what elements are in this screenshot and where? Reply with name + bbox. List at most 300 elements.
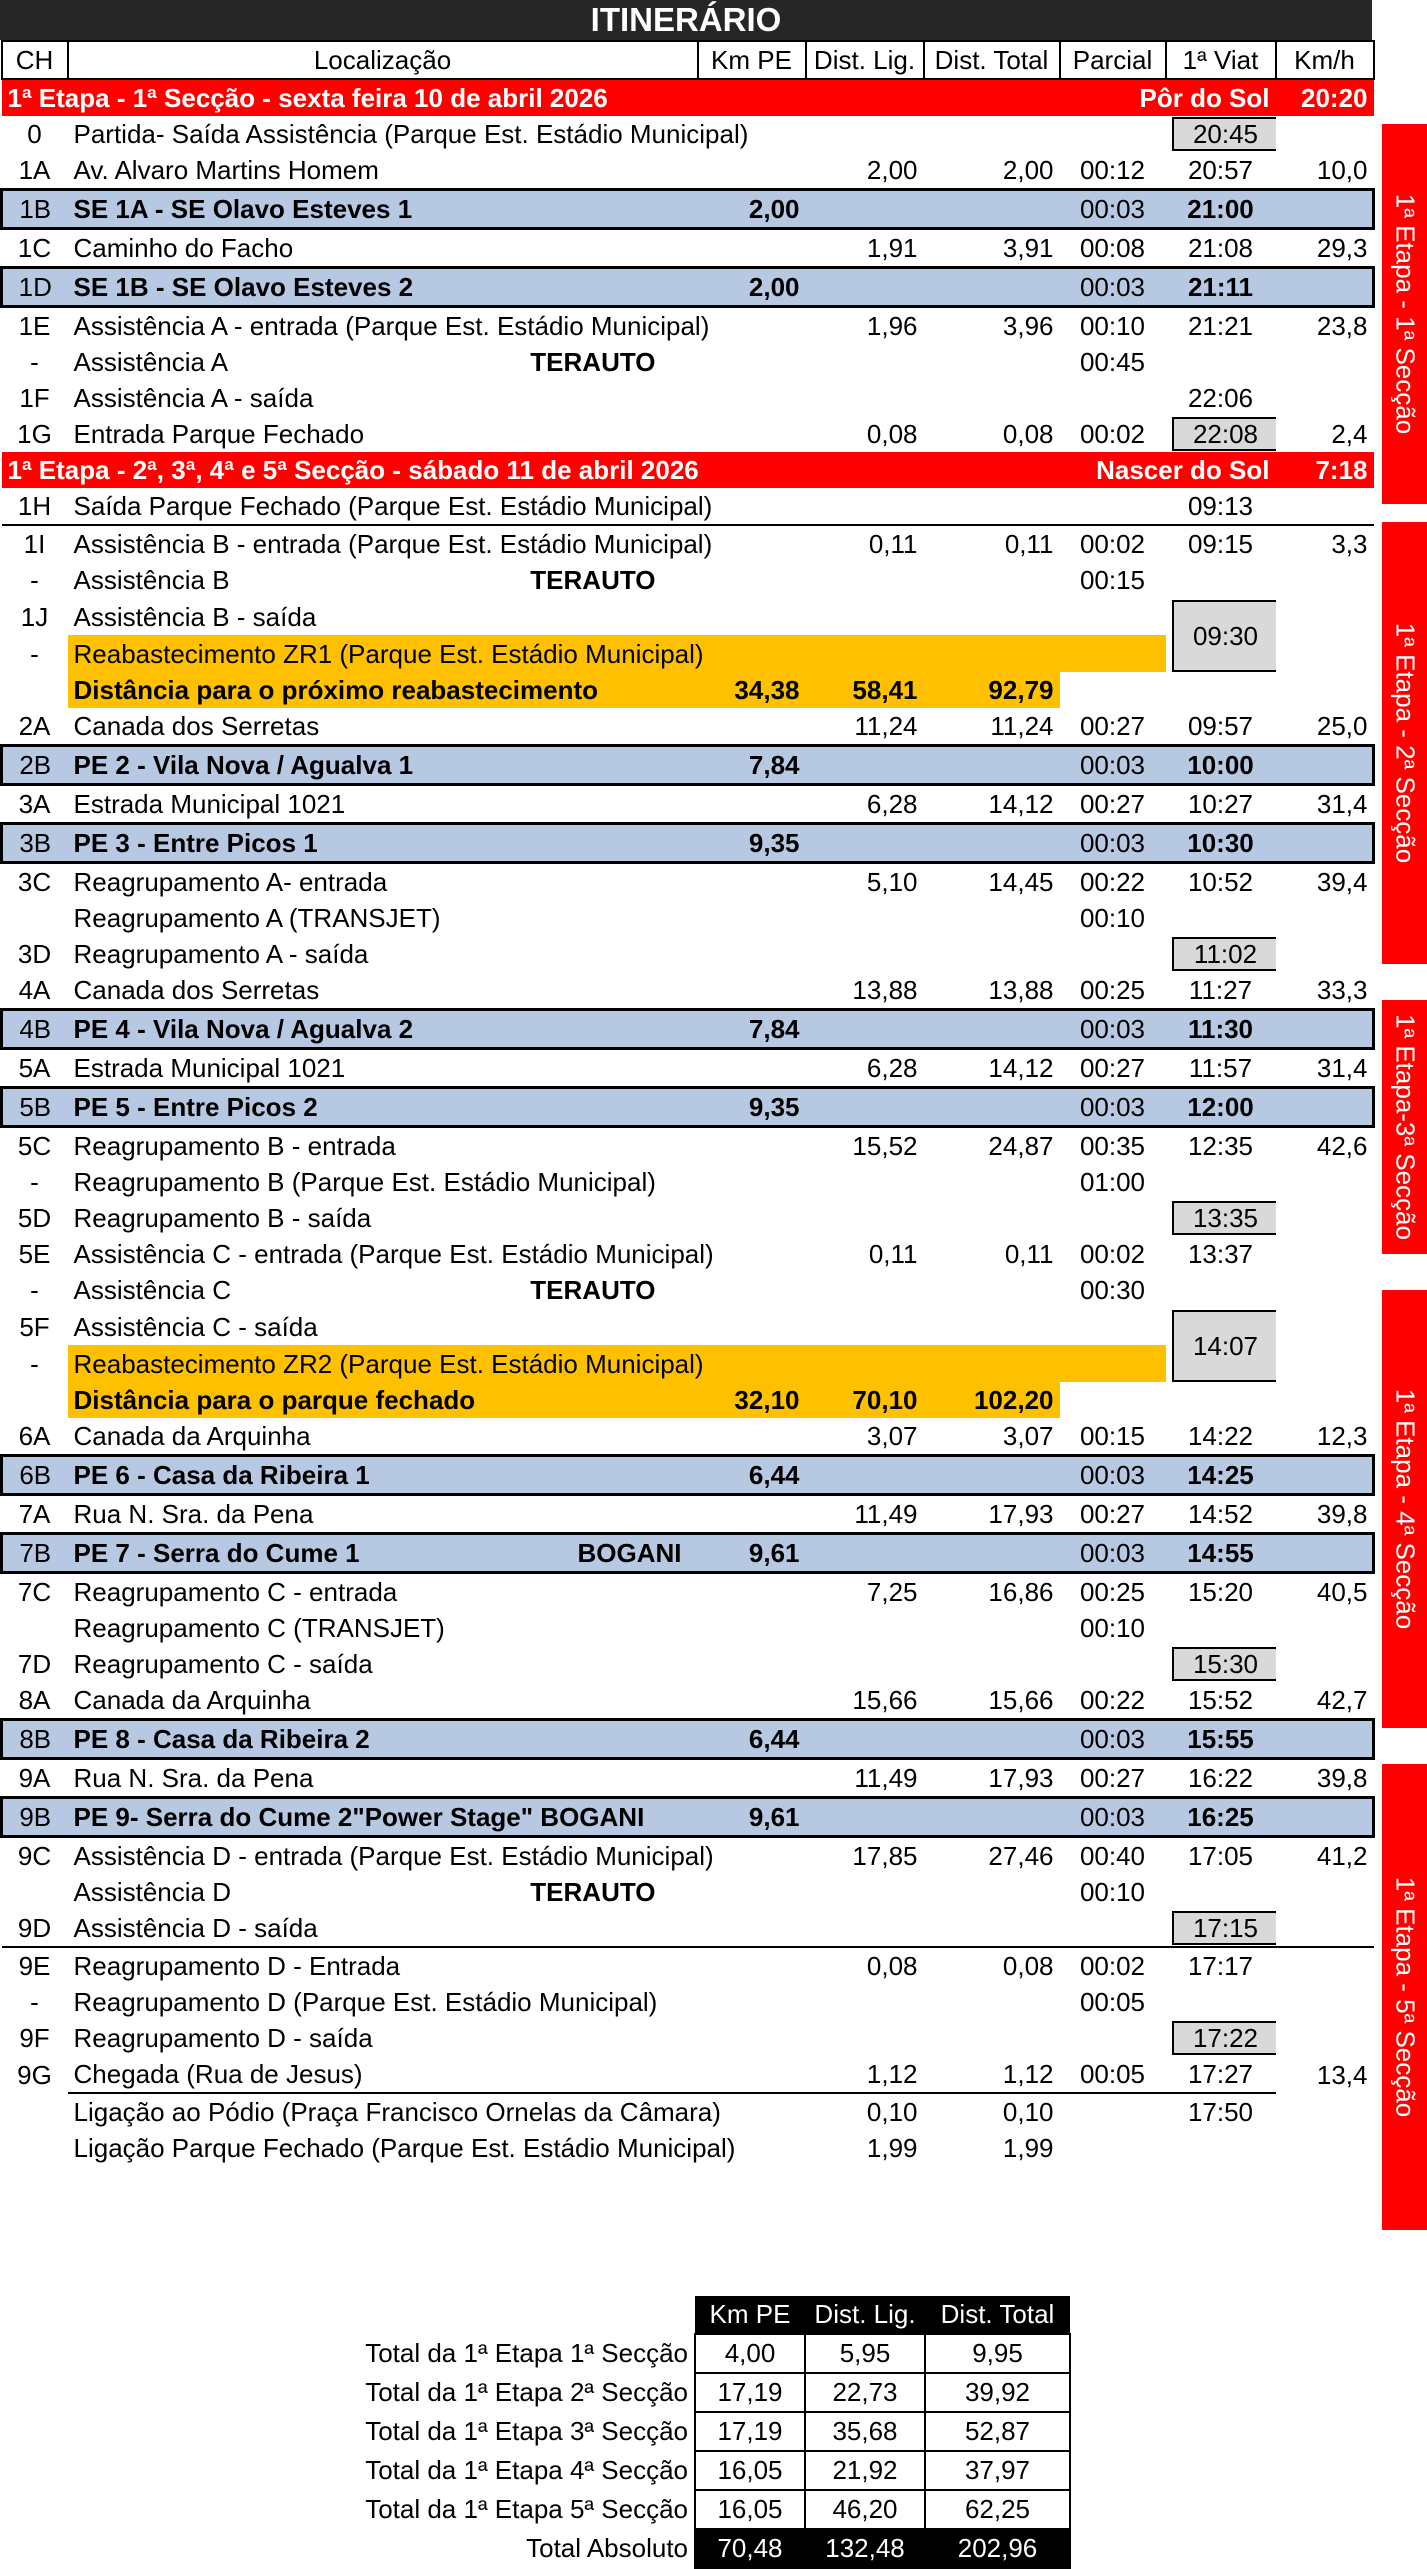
parcial-cell: 00:15 xyxy=(1079,1421,1146,1451)
totals-km-pe: 17,19 xyxy=(695,2412,805,2451)
stage-row xyxy=(2,1088,1374,1127)
dist-lig-cell: 13,88 xyxy=(852,975,918,1005)
kmh-cell: 39,8 xyxy=(1316,1499,1368,1529)
viat-cell: 09:15 xyxy=(1166,525,1276,562)
stage-row xyxy=(2,190,1374,229)
totals-dist-lig: 35,68 xyxy=(805,2412,925,2451)
refuel-distance-row xyxy=(2,672,1374,708)
km-pe-cell: 2,00 xyxy=(698,268,806,307)
location-cell: PE 6 - Casa da Ribeira 1 xyxy=(68,1456,698,1495)
viat-cell: 16:22 xyxy=(1187,1763,1254,1793)
sun-time: 7:18 xyxy=(1276,452,1374,488)
dist-lig-cell: 17,85 xyxy=(852,1841,918,1871)
totals-absolute-row xyxy=(0,2529,1070,2568)
parcial-cell: 00:08 xyxy=(1079,233,1146,263)
dist-lig-cell: 0,08 xyxy=(866,419,918,449)
table-row xyxy=(2,785,1374,824)
table-row xyxy=(2,1874,1374,1910)
ch-cell: 0 xyxy=(27,119,42,149)
ch-cell: 1I xyxy=(2,525,68,562)
table-row xyxy=(2,1573,1374,1611)
parcial-cell: 00:05 xyxy=(1079,2059,1146,2089)
ch-cell: 1H xyxy=(17,491,52,521)
viat-cell: 17:17 xyxy=(1166,1947,1276,1984)
location-cell: Rua N. Sra. da Pena xyxy=(73,1499,314,1529)
location-cell: Canada dos Serretas xyxy=(73,711,320,741)
dist-lig-cell: 0,11 xyxy=(868,1239,918,1269)
location-cell: Canada dos Serretas xyxy=(73,975,320,1005)
ch-cell: 1E xyxy=(18,311,51,341)
dist-total-cell: 17,93 xyxy=(988,1763,1054,1793)
totals-label: Total da 1ª Etapa 2ª Secção xyxy=(365,2377,688,2407)
ch-cell: 3C xyxy=(17,867,52,897)
totals-dist-total: 62,25 xyxy=(925,2490,1070,2529)
parcial-cell: 00:02 xyxy=(1079,419,1146,449)
sun-label: Pôr do Sol xyxy=(1060,79,1276,116)
viat-cell: 21:08 xyxy=(1187,233,1254,263)
parcial-cell: 00:10 xyxy=(1079,1877,1146,1907)
ch-cell xyxy=(2,1610,68,1646)
dist-lig-cell: 0,08 xyxy=(806,1947,924,1984)
totals-header-dist-lig: Dist. Lig. xyxy=(805,2296,925,2334)
location-cell: Caminho do Facho xyxy=(73,233,294,263)
parcial-cell: 00:22 xyxy=(1079,1685,1146,1715)
location-cell xyxy=(68,562,698,598)
header-parcial: Parcial xyxy=(1060,41,1166,79)
totals-dist-lig: 5,95 xyxy=(805,2334,925,2373)
dist-lig-cell: 2,00 xyxy=(866,155,918,185)
ch-cell: 7A xyxy=(18,1499,51,1529)
dist-total-cell: 24,87 xyxy=(988,1131,1054,1161)
viat-cell: 17:05 xyxy=(1187,1841,1254,1871)
ch-cell: 5F xyxy=(19,1311,50,1342)
dist-lig-cell: 1,96 xyxy=(866,311,918,341)
refuel-distance-row xyxy=(2,1382,1374,1418)
location-cell: Av. Alvaro Martins Homem xyxy=(73,155,379,185)
table-row xyxy=(2,307,1374,345)
location-text: Assistência B xyxy=(73,565,230,595)
dist-lig-cell: 11,49 xyxy=(854,1499,918,1529)
sponsor-label: BOGANI xyxy=(577,1538,682,1568)
dist-total-cell: 0,11 xyxy=(1004,1239,1054,1269)
parcial-cell: 00:10 xyxy=(1079,311,1146,341)
kmh-cell: 10,0 xyxy=(1316,155,1368,185)
location-cell: Reagrupamento C - entrada xyxy=(73,1577,398,1607)
stage-row xyxy=(2,268,1374,307)
kmh-cell: 42,6 xyxy=(1316,1131,1368,1161)
km-pe-cell: 6,44 xyxy=(698,1456,806,1495)
location-cell: Estrada Municipal 1021 xyxy=(73,1053,346,1083)
parcial-cell: 00:10 xyxy=(1079,903,1146,933)
totals-row xyxy=(0,2373,1070,2412)
parcial-cell: 00:03 xyxy=(1060,1456,1166,1495)
parcial-cell: 00:03 xyxy=(1060,746,1166,785)
dist-lig-cell: 15,52 xyxy=(852,1131,918,1161)
table-row xyxy=(2,1164,1374,1200)
km-pe-cell: 32,10 xyxy=(698,1382,806,1418)
location-cell: Ligação Parque Fechado (Parque Est. Estádio Municipal) xyxy=(73,2133,736,2163)
ch-cell: 7D xyxy=(17,1649,52,1679)
totals-dist-lig: 132,48 xyxy=(805,2529,925,2568)
table-row xyxy=(2,1910,1374,1947)
table-row xyxy=(2,2056,1374,2093)
viat-cell: 15:55 xyxy=(1166,1720,1276,1759)
location-cell: Assistência A - entrada (Parque Est. Estádio Municipal) xyxy=(73,311,710,341)
totals-km-pe: 17,19 xyxy=(695,2373,805,2412)
parcial-cell: 00:03 xyxy=(1060,1534,1166,1573)
location-cell: Reagrupamento C - saída xyxy=(73,1649,373,1679)
section-label: 1ª Etapa - 2ª, 3ª, 4ª e 5ª Secção - sábado 11 de abril 2026 xyxy=(2,452,1060,488)
location-cell: Reagrupamento C (TRANSJET) xyxy=(73,1613,445,1643)
totals-km-pe: 70,48 xyxy=(695,2529,805,2568)
distance-label: Distância para o parque fechado xyxy=(68,1382,698,1418)
location-cell: Assistência B - saída xyxy=(73,601,317,632)
table-row xyxy=(2,863,1374,901)
viat-cell: 10:27 xyxy=(1187,789,1254,819)
location-cell xyxy=(68,1272,698,1308)
time-box: 13:35 xyxy=(1172,1201,1276,1235)
location-cell: Assistência D - saída xyxy=(73,1913,318,1943)
viat-cell: 10:52 xyxy=(1187,867,1254,897)
ch-cell: - xyxy=(30,1275,39,1305)
ch-cell: - xyxy=(30,1348,39,1379)
totals-label: Total da 1ª Etapa 1ª Secção xyxy=(365,2338,688,2368)
location-cell: Assistência C - saída xyxy=(73,1311,318,1342)
totals-dist-total: 37,97 xyxy=(925,2451,1070,2490)
kmh-cell: 13,4 xyxy=(1316,2059,1368,2090)
totals-row xyxy=(0,2451,1070,2490)
km-pe-cell: 9,61 xyxy=(698,1798,806,1837)
totals-header-km-pe: Km PE xyxy=(695,2296,805,2334)
dist-total-cell: 0,10 xyxy=(924,2093,1060,2130)
stage-row xyxy=(2,824,1374,863)
parcial-cell: 01:00 xyxy=(1079,1167,1146,1197)
location-cell: Reagrupamento D (Parque Est. Estádio Municipal) xyxy=(73,1987,658,2017)
table-row xyxy=(2,1837,1374,1875)
viat-cell: 22:06 xyxy=(1187,383,1254,413)
km-pe-cell: 7,84 xyxy=(698,1010,806,1049)
km-pe-cell: 7,84 xyxy=(698,746,806,785)
ch-cell: 1F xyxy=(19,383,50,413)
dist-total-cell: 92,79 xyxy=(924,672,1060,708)
table-row xyxy=(2,936,1374,972)
kmh-cell: 41,2 xyxy=(1316,1841,1368,1871)
dist-total-cell: 11,24 xyxy=(990,711,1054,741)
ch-cell: 3D xyxy=(17,939,52,969)
viat-cell: 21:11 xyxy=(1166,268,1276,307)
kmh-cell: 31,4 xyxy=(1316,789,1368,819)
dist-lig-cell: 6,28 xyxy=(866,1053,918,1083)
kmh-cell: 23,8 xyxy=(1316,311,1368,341)
viat-cell: 14:25 xyxy=(1166,1456,1276,1495)
kmh-cell: 29,3 xyxy=(1316,233,1368,263)
ch-cell: 1G xyxy=(17,419,52,449)
totals-dist-total: 9,95 xyxy=(925,2334,1070,2373)
location-cell: Assistência C - entrada (Parque Est. Estádio Municipal) xyxy=(73,1239,714,1269)
ch-cell: 7C xyxy=(17,1577,52,1607)
totals-dist-total: 39,92 xyxy=(925,2373,1070,2412)
viat-cell: 13:37 xyxy=(1187,1239,1254,1269)
kmh-cell: 42,7 xyxy=(1316,1685,1368,1715)
ch-cell: 1C xyxy=(17,233,52,263)
parcial-cell: 00:27 xyxy=(1079,1053,1146,1083)
section-header-row xyxy=(2,452,1374,488)
dist-total-cell: 3,91 xyxy=(1002,233,1054,263)
ch-cell: 9A xyxy=(18,1763,51,1793)
table-row xyxy=(2,972,1374,1010)
distance-label: Distância para o próximo reabastecimento xyxy=(68,672,698,708)
ch-cell: - xyxy=(30,1987,39,2017)
location-cell: Partida- Saída Assistência (Parque Est. Estádio Municipal) xyxy=(73,119,749,149)
parcial-cell: 00:02 xyxy=(1060,1947,1166,1984)
ch-cell: - xyxy=(30,347,39,377)
viat-cell: 12:35 xyxy=(1187,1131,1254,1161)
side-label-section-1: 1ª Etapa - 1ª Secção xyxy=(1382,124,1427,504)
ch-cell: 7B xyxy=(2,1534,68,1573)
parcial-cell: 00:27 xyxy=(1079,1763,1146,1793)
table-row xyxy=(2,116,1374,152)
kmh-cell: 25,0 xyxy=(1316,711,1368,741)
time-box: 20:45 xyxy=(1172,117,1276,151)
side-label-section-5: 1ª Etapa - 5ª Secção xyxy=(1382,1764,1427,2230)
location-cell: Reagrupamento B (Parque Est. Estádio Municipal) xyxy=(73,1167,656,1197)
parcial-cell: 00:03 xyxy=(1060,1798,1166,1837)
table-row xyxy=(2,380,1374,416)
location-cell: PE 9- Serra do Cume 2"Power Stage" BOGANI xyxy=(68,1798,698,1837)
time-box: 09:30 xyxy=(1172,600,1276,672)
location-cell: PE 3 - Entre Picos 1 xyxy=(68,824,698,863)
location-cell: Estrada Municipal 1021 xyxy=(73,789,346,819)
viat-cell: 11:57 xyxy=(1188,1053,1253,1083)
ch-cell xyxy=(2,1874,68,1910)
parcial-cell: 00:02 xyxy=(1079,1239,1146,1269)
dist-total-cell: 15,66 xyxy=(988,1685,1054,1715)
dist-total-cell: 14,12 xyxy=(988,1053,1054,1083)
location-text: Assistência D xyxy=(73,1877,231,1907)
totals-dist-lig: 22,73 xyxy=(805,2373,925,2412)
dist-total-cell: 1,12 xyxy=(1002,2059,1054,2089)
dist-total-cell: 3,07 xyxy=(1002,1421,1054,1451)
location-cell: PE 5 - Entre Picos 2 xyxy=(68,1088,698,1127)
table-row xyxy=(2,1127,1374,1165)
dist-lig-cell: 1,91 xyxy=(866,233,918,263)
location-cell xyxy=(68,1874,698,1910)
page-title: ITINERÁRIO xyxy=(0,0,1372,40)
totals-row xyxy=(0,2490,1070,2529)
location-cell: Chegada (Rua de Jesus) xyxy=(73,2059,363,2089)
side-label-section-4: 1ª Etapa - 4ª Secção xyxy=(1382,1290,1427,1728)
km-pe-cell: 6,44 xyxy=(698,1720,806,1759)
kmh-cell: 39,8 xyxy=(1316,1763,1368,1793)
totals-km-pe: 16,05 xyxy=(695,2490,805,2529)
sun-time: 20:20 xyxy=(1276,79,1374,116)
table-row xyxy=(2,1272,1374,1308)
table-row xyxy=(2,525,1374,562)
parcial-cell: 00:10 xyxy=(1079,1613,1146,1643)
totals-dist-lig: 46,20 xyxy=(805,2490,925,2529)
table-row xyxy=(2,1610,1374,1646)
ch-cell: 3B xyxy=(2,824,68,863)
ch-cell: 4A xyxy=(18,975,51,1005)
parcial-cell: 00:35 xyxy=(1079,1131,1146,1161)
location-cell xyxy=(68,344,698,380)
ch-cell: 8B xyxy=(2,1720,68,1759)
header-1a-viat: 1ª Viat xyxy=(1166,41,1276,79)
parcial-cell: 00:27 xyxy=(1079,1499,1146,1529)
dist-total-cell: 102,20 xyxy=(924,1382,1060,1418)
parcial-cell: 00:27 xyxy=(1079,789,1146,819)
location-cell: Reagrupamento A- entrada xyxy=(73,867,388,897)
ch-cell: 1D xyxy=(2,268,68,307)
location-cell: Reagrupamento B - entrada xyxy=(73,1131,396,1161)
location-cell: Assistência D - entrada (Parque Est. Estádio Municipal) xyxy=(73,1841,714,1871)
viat-cell: 10:30 xyxy=(1166,824,1276,863)
side-label-section-2: 1ª Etapa - 2ª Secção xyxy=(1382,522,1427,964)
parcial-cell: 00:25 xyxy=(1079,975,1146,1005)
km-pe-cell: 9,35 xyxy=(698,1088,806,1127)
stage-row xyxy=(2,1534,1374,1573)
parcial-cell: 00:30 xyxy=(1079,1275,1146,1305)
ch-cell: 8A xyxy=(18,1685,51,1715)
viat-cell: 12:00 xyxy=(1166,1088,1276,1127)
time-box: 14:07 xyxy=(1172,1310,1276,1382)
table-row xyxy=(2,1200,1374,1236)
section-header-row xyxy=(2,79,1374,116)
table-row xyxy=(2,708,1374,746)
ch-cell: 3A xyxy=(18,789,51,819)
header-ch: CH xyxy=(2,41,68,79)
dist-lig-cell: 11,24 xyxy=(854,711,918,741)
ch-cell: 5C xyxy=(17,1131,52,1161)
table-row xyxy=(2,900,1374,936)
parcial-cell: 00:03 xyxy=(1060,268,1166,307)
viat-cell: 15:20 xyxy=(1187,1577,1254,1607)
side-label-section-3: 1ª Etapa-3ª Secção xyxy=(1382,1000,1427,1254)
table-row xyxy=(2,1049,1374,1088)
header-kmh: Km/h xyxy=(1276,41,1374,79)
table-row xyxy=(2,344,1374,380)
viat-cell: 14:52 xyxy=(1187,1499,1254,1529)
table-row xyxy=(2,1495,1374,1534)
ch-cell xyxy=(2,900,68,936)
time-box: 15:30 xyxy=(1172,1647,1276,1681)
dist-lig-cell: 7,25 xyxy=(866,1577,918,1607)
stage-row xyxy=(2,1010,1374,1049)
stage-row xyxy=(2,1456,1374,1495)
totals-label: Total Absoluto xyxy=(526,2533,688,2563)
table-row xyxy=(2,152,1374,190)
viat-cell: 14:22 xyxy=(1187,1421,1254,1451)
viat-cell: 21:00 xyxy=(1166,190,1276,229)
viat-cell: 09:57 xyxy=(1187,711,1254,741)
refuel-label: Reabastecimento ZR1 (Parque Est. Estádio Municipal) xyxy=(68,635,1166,672)
ch-cell: 6B xyxy=(2,1456,68,1495)
refuel-label: Reabastecimento ZR2 (Parque Est. Estádio Municipal) xyxy=(68,1345,1166,1382)
dist-total-cell: 14,45 xyxy=(988,867,1054,897)
table-row xyxy=(2,1759,1374,1798)
location-cell: PE 4 - Vila Nova / Agualva 2 xyxy=(68,1010,698,1049)
kmh-cell: 12,3 xyxy=(1316,1421,1368,1451)
dist-total-cell: 17,93 xyxy=(988,1499,1054,1529)
ch-cell: 9D xyxy=(17,1913,52,1943)
ch-cell: 6A xyxy=(18,1421,51,1451)
table-row xyxy=(2,2093,1374,2130)
time-box: 17:15 xyxy=(1172,1911,1276,1945)
totals-label: Total da 1ª Etapa 5ª Secção xyxy=(365,2494,688,2524)
location-cell: Assistência B - entrada (Parque Est. Estádio Municipal) xyxy=(68,525,806,562)
totals-row xyxy=(0,2412,1070,2451)
location-text: PE 7 - Serra do Cume 1 xyxy=(73,1538,360,1568)
table-row xyxy=(2,1984,1374,2020)
dist-total-cell: 1,99 xyxy=(1002,2133,1054,2163)
dist-total-cell: 0,11 xyxy=(924,525,1060,562)
totals-dist-lig: 21,92 xyxy=(805,2451,925,2490)
viat-cell: 17:50 xyxy=(1166,2093,1276,2130)
dist-lig-cell: 5,10 xyxy=(866,867,918,897)
dist-lig-cell: 0,10 xyxy=(806,2093,924,2130)
ch-cell: 9E xyxy=(2,1947,68,1984)
sun-label: Nascer do Sol xyxy=(1060,452,1276,488)
ch-cell: 9F xyxy=(19,2023,50,2053)
viat-cell: 21:21 xyxy=(1187,311,1254,341)
kmh-cell: 40,5 xyxy=(1316,1577,1368,1607)
ch-cell: 5A xyxy=(18,1053,51,1083)
totals-km-pe: 16,05 xyxy=(695,2451,805,2490)
location-cell: Saída Parque Fechado (Parque Est. Estádio Municipal) xyxy=(73,491,713,521)
km-pe-cell: 34,38 xyxy=(698,672,806,708)
parcial-cell: 00:45 xyxy=(1079,347,1146,377)
section-label: 1ª Etapa - 1ª Secção - sexta feira 10 de abril 2026 xyxy=(2,79,1060,116)
parcial-cell: 00:03 xyxy=(1060,824,1166,863)
table-row xyxy=(2,1418,1374,1456)
sponsor-label: TERAUTO xyxy=(530,347,656,377)
table-row xyxy=(2,598,1374,635)
viat-cell: 17:27 xyxy=(1187,2059,1254,2089)
totals-label: Total da 1ª Etapa 4ª Secção xyxy=(365,2455,688,2485)
time-box: 11:02 xyxy=(1172,937,1276,971)
dist-lig-cell: 58,41 xyxy=(806,672,924,708)
parcial-cell: 00:03 xyxy=(1060,1720,1166,1759)
totals-header-row xyxy=(0,2296,1070,2334)
km-pe-cell: 2,00 xyxy=(698,190,806,229)
viat-cell: 11:27 xyxy=(1188,975,1253,1005)
location-cell: Canada da Arquinha xyxy=(73,1421,311,1451)
dist-total-cell: 2,00 xyxy=(1002,155,1054,185)
viat-cell: 11:30 xyxy=(1166,1010,1276,1049)
dist-lig-cell: 1,12 xyxy=(866,2059,918,2089)
dist-lig-cell: 3,07 xyxy=(866,1421,918,1451)
ch-cell: 5B xyxy=(2,1088,68,1127)
viat-cell: 09:13 xyxy=(1187,491,1254,521)
parcial-cell: 00:25 xyxy=(1079,1577,1146,1607)
totals-row xyxy=(0,2334,1070,2373)
location-cell: Canada da Arquinha xyxy=(73,1685,311,1715)
ch-cell: - xyxy=(30,1167,39,1197)
location-cell: Reagrupamento D - Entrada xyxy=(68,1947,698,1984)
viat-cell: 14:55 xyxy=(1166,1534,1276,1573)
header-localizacao: Localização xyxy=(68,41,698,79)
location-cell: SE 1A - SE Olavo Esteves 1 xyxy=(68,190,698,229)
header-dist-total: Dist. Total xyxy=(924,41,1060,79)
header-km-pe: Km PE xyxy=(698,41,806,79)
dist-total-cell: 0,08 xyxy=(1002,419,1054,449)
kmh-cell: 3,3 xyxy=(1276,525,1374,562)
viat-cell: 16:25 xyxy=(1166,1798,1276,1837)
itinerary-table xyxy=(0,40,1375,2166)
location-cell: Ligação ao Pódio (Praça Francisco Ornelas da Câmara) xyxy=(68,2093,806,2130)
table-row xyxy=(2,1646,1374,1682)
ch-cell: 1A xyxy=(18,155,51,185)
